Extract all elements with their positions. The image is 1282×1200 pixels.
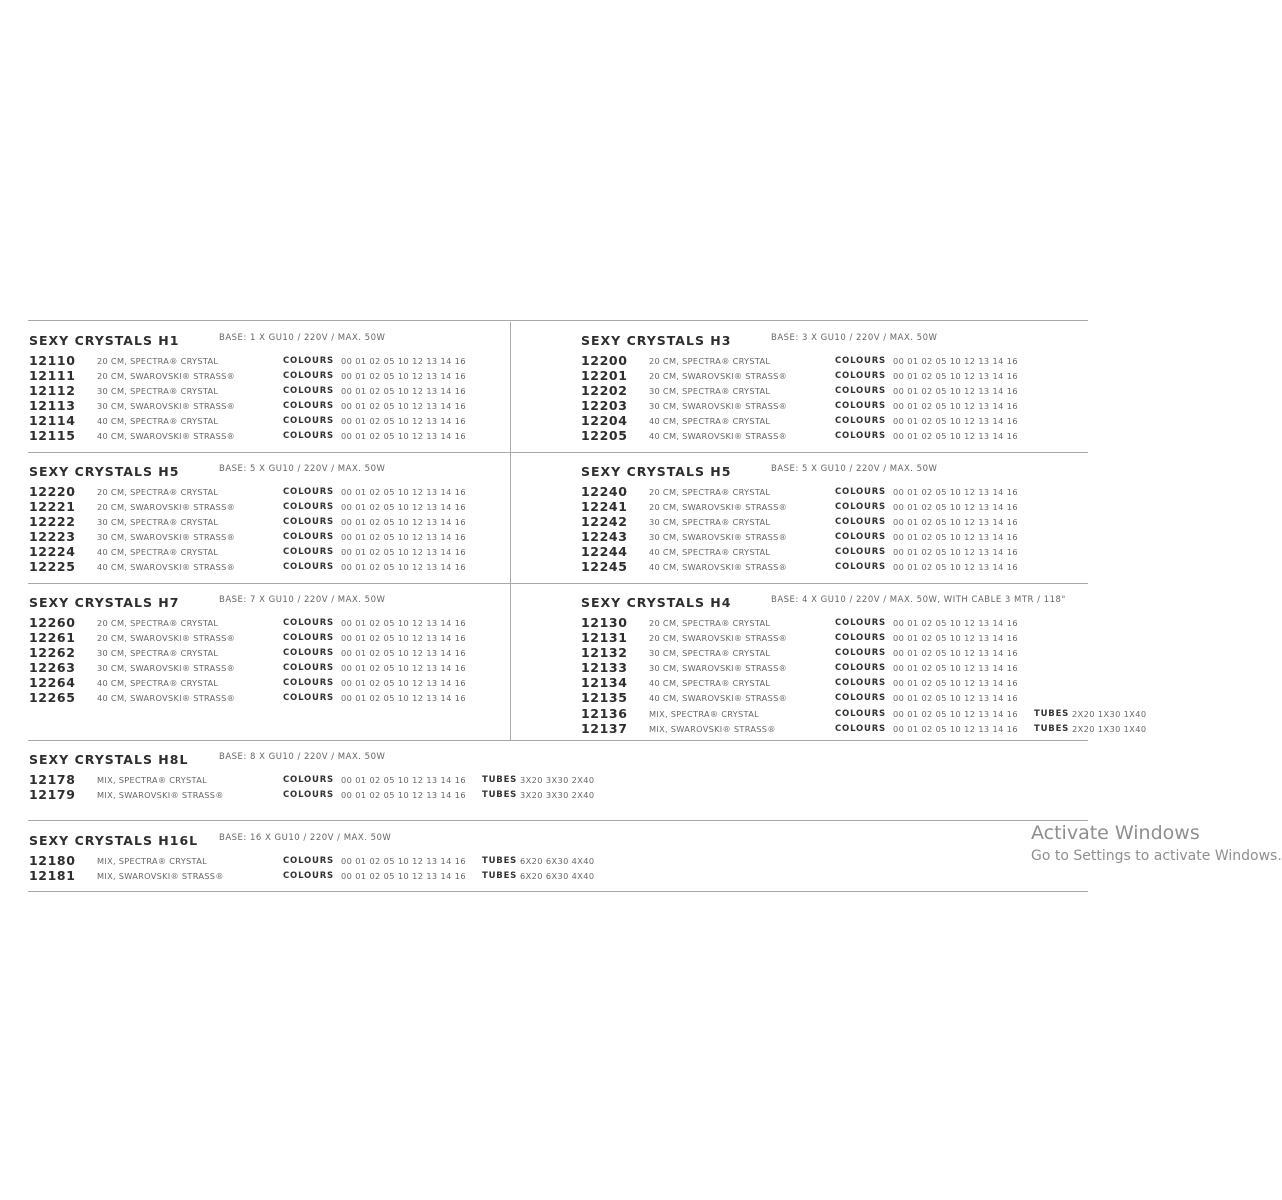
colours-label: COLOURS — [283, 547, 334, 558]
product-code: 12181 — [29, 868, 76, 884]
product-code: 12203 — [581, 398, 628, 414]
colour-codes: 00 01 02 05 10 12 13 14 16 — [893, 487, 1018, 497]
base-spec: BASE: 3 X GU10 / 220V / MAX. 50W — [771, 333, 938, 343]
product-code: 12243 — [581, 529, 628, 545]
product-code: 12179 — [29, 787, 76, 803]
product-code: 12136 — [581, 705, 628, 721]
colours-label: COLOURS — [283, 648, 334, 659]
product-description: 40 CM, SPECTRA® CRYSTAL — [649, 416, 771, 427]
colours-label: COLOURS — [835, 487, 886, 497]
tube-config: 6X20 6X30 4X40 — [520, 856, 595, 866]
group-title: SEXY CRYSTALS H3 — [581, 333, 732, 348]
colours-label: COLOURS — [283, 663, 334, 674]
rule-row-1 — [28, 452, 1088, 453]
product-description: 40 CM, SPECTRA® CRYSTAL — [649, 678, 771, 689]
colours-label: COLOURS — [283, 693, 334, 704]
colour-codes: 00 01 02 05 10 12 13 14 16 — [341, 856, 466, 866]
product-description: 20 CM, SPECTRA® CRYSTAL — [97, 487, 219, 497]
column-divider — [510, 322, 511, 740]
colours-label: COLOURS — [283, 775, 334, 785]
product-code: 12260 — [29, 615, 76, 630]
product-description: 20 CM, SPECTRA® CRYSTAL — [97, 356, 219, 366]
product-description: 20 CM, SWAROVSKI® STRASS® — [649, 371, 788, 382]
colour-codes: 00 01 02 05 10 12 13 14 16 — [893, 693, 1018, 704]
product-description: MIX, SPECTRA® CRYSTAL — [97, 856, 207, 866]
product-description: 30 CM, SPECTRA® CRYSTAL — [97, 517, 219, 528]
colours-label: COLOURS — [835, 502, 886, 513]
colour-codes: 00 01 02 05 10 12 13 14 16 — [341, 790, 466, 801]
colour-codes: 00 01 02 05 10 12 13 14 16 — [893, 618, 1018, 628]
colour-codes: 00 01 02 05 10 12 13 14 16 — [893, 416, 1018, 427]
group-header — [581, 592, 731, 611]
product-code: 12135 — [581, 690, 628, 706]
colour-codes: 00 01 02 05 10 12 13 14 16 — [893, 708, 1018, 719]
base-spec: BASE: 7 X GU10 / 220V / MAX. 50W — [219, 595, 386, 605]
product-code: 12222 — [29, 514, 76, 530]
colours-label: COLOURS — [835, 547, 886, 558]
colours-label: COLOURS — [283, 517, 334, 528]
colour-codes: 00 01 02 05 10 12 13 14 16 — [341, 648, 466, 659]
tube-config: 3X20 3X30 2X40 — [520, 790, 595, 801]
product-code: 12200 — [581, 353, 628, 368]
product-description: 20 CM, SWAROVSKI® STRASS® — [649, 502, 788, 513]
product-code: 12131 — [581, 630, 628, 646]
product-description: 40 CM, SWAROVSKI® STRASS® — [97, 693, 236, 704]
rule-row-4 — [28, 820, 1088, 821]
product-code: 12205 — [581, 428, 628, 444]
base-spec: BASE: 8 X GU10 / 220V / MAX. 50W — [219, 752, 386, 762]
colour-codes: 00 01 02 05 10 12 13 14 16 — [341, 618, 466, 628]
colours-label: COLOURS — [283, 618, 334, 628]
colour-codes: 00 01 02 05 10 12 13 14 16 — [341, 371, 466, 382]
colour-codes: 00 01 02 05 10 12 13 14 16 — [893, 723, 1018, 734]
product-code: 12132 — [581, 645, 628, 661]
product-description: 30 CM, SWAROVSKI® STRASS® — [649, 401, 788, 412]
tube-config: 3X20 3X30 2X40 — [520, 775, 595, 785]
colour-codes: 00 01 02 05 10 12 13 14 16 — [341, 562, 466, 573]
colours-label: COLOURS — [835, 401, 886, 412]
product-code: 12178 — [29, 772, 76, 787]
activate-windows-watermark — [1031, 822, 1282, 864]
product-code: 12202 — [581, 383, 628, 399]
colours-label: COLOURS — [835, 648, 886, 659]
colours-label: COLOURS — [835, 356, 886, 366]
colours-label: COLOURS — [835, 562, 886, 573]
product-code: 12245 — [581, 559, 628, 575]
colour-codes: 00 01 02 05 10 12 13 14 16 — [893, 633, 1018, 644]
colours-label: COLOURS — [835, 723, 886, 734]
product-description: 40 CM, SWAROVSKI® STRASS® — [649, 693, 788, 704]
colour-codes: 00 01 02 05 10 12 13 14 16 — [341, 532, 466, 543]
product-code: 12244 — [581, 544, 628, 560]
colour-codes: 00 01 02 05 10 12 13 14 16 — [893, 562, 1018, 573]
product-code: 12224 — [29, 544, 76, 560]
product-description: 40 CM, SWAROVSKI® STRASS® — [649, 431, 788, 442]
group-header — [581, 330, 731, 349]
tubes-label: TUBES — [482, 790, 518, 801]
product-code: 12130 — [581, 615, 628, 630]
colour-codes: 00 01 02 05 10 12 13 14 16 — [893, 532, 1018, 543]
tube-config: 2X20 1X30 1X40 — [1072, 723, 1147, 734]
product-description: 30 CM, SWAROVSKI® STRASS® — [97, 663, 236, 674]
tubes-label: TUBES — [482, 856, 518, 866]
colour-codes: 00 01 02 05 10 12 13 14 16 — [341, 416, 466, 427]
product-description: 30 CM, SWAROVSKI® STRASS® — [97, 532, 236, 543]
colour-codes: 00 01 02 05 10 12 13 14 16 — [893, 678, 1018, 689]
colours-label: COLOURS — [835, 633, 886, 644]
product-description: 30 CM, SWAROVSKI® STRASS® — [97, 401, 236, 412]
product-code: 12204 — [581, 413, 628, 429]
group-header — [29, 830, 198, 849]
colour-codes: 00 01 02 05 10 12 13 14 16 — [341, 547, 466, 558]
colours-label: COLOURS — [283, 431, 334, 442]
tubes-label: TUBES — [482, 871, 518, 882]
colour-codes: 00 01 02 05 10 12 13 14 16 — [893, 401, 1018, 412]
product-description: 40 CM, SPECTRA® CRYSTAL — [97, 678, 219, 689]
rule-top — [28, 320, 1088, 321]
product-description: 40 CM, SPECTRA® CRYSTAL — [97, 547, 219, 558]
watermark-subtitle: Go to Settings to activate Windows. — [1031, 848, 1282, 864]
product-code: 12112 — [29, 383, 76, 399]
colour-codes: 00 01 02 05 10 12 13 14 16 — [341, 871, 466, 882]
product-code: 12220 — [29, 484, 76, 499]
product-description: MIX, SPECTRA® CRYSTAL — [649, 708, 759, 719]
tubes-label: TUBES — [482, 775, 518, 785]
base-spec: BASE: 16 X GU10 / 220V / MAX. 50W — [219, 833, 392, 843]
colours-label: COLOURS — [283, 871, 334, 882]
group-title: SEXY CRYSTALS H4 — [581, 595, 732, 610]
colour-codes: 00 01 02 05 10 12 13 14 16 — [341, 633, 466, 644]
colours-label: COLOURS — [835, 517, 886, 528]
group-title: SEXY CRYSTALS H5 — [29, 464, 180, 479]
product-description: MIX, SWAROVSKI® STRASS® — [97, 790, 224, 801]
colours-label: COLOURS — [283, 401, 334, 412]
colour-codes: 00 01 02 05 10 12 13 14 16 — [893, 431, 1018, 442]
colours-label: COLOURS — [283, 416, 334, 427]
colours-label: COLOURS — [283, 562, 334, 573]
colour-codes: 00 01 02 05 10 12 13 14 16 — [893, 356, 1018, 366]
colours-label: COLOURS — [835, 663, 886, 674]
colour-codes: 00 01 02 05 10 12 13 14 16 — [341, 678, 466, 689]
colours-label: COLOURS — [835, 532, 886, 543]
group-header — [29, 461, 179, 480]
product-description: 30 CM, SPECTRA® CRYSTAL — [649, 517, 771, 528]
product-description: 20 CM, SPECTRA® CRYSTAL — [97, 618, 219, 628]
group-title: SEXY CRYSTALS H7 — [29, 595, 180, 610]
product-code: 12225 — [29, 559, 76, 575]
product-description: 30 CM, SPECTRA® CRYSTAL — [97, 648, 219, 659]
product-description: 40 CM, SWAROVSKI® STRASS® — [97, 562, 236, 573]
colours-label: COLOURS — [283, 633, 334, 644]
product-description: 20 CM, SWAROVSKI® STRASS® — [97, 633, 236, 644]
colour-codes: 00 01 02 05 10 12 13 14 16 — [893, 502, 1018, 513]
product-description: 40 CM, SWAROVSKI® STRASS® — [649, 562, 788, 573]
product-code: 12263 — [29, 660, 76, 676]
colour-codes: 00 01 02 05 10 12 13 14 16 — [341, 356, 466, 366]
product-code: 12111 — [29, 368, 76, 384]
base-spec: BASE: 1 X GU10 / 220V / MAX. 50W — [219, 333, 386, 343]
colour-codes: 00 01 02 05 10 12 13 14 16 — [341, 693, 466, 704]
group-header — [29, 749, 188, 768]
colours-label: COLOURS — [835, 416, 886, 427]
tube-config: 2X20 1X30 1X40 — [1072, 708, 1147, 719]
product-code: 12261 — [29, 630, 76, 646]
colour-codes: 00 01 02 05 10 12 13 14 16 — [893, 386, 1018, 397]
product-description: 30 CM, SPECTRA® CRYSTAL — [649, 386, 771, 397]
product-description: 40 CM, SPECTRA® CRYSTAL — [97, 416, 219, 427]
colours-label: COLOURS — [283, 532, 334, 543]
colours-label: COLOURS — [835, 386, 886, 397]
product-code: 12114 — [29, 413, 76, 429]
product-description: 20 CM, SPECTRA® CRYSTAL — [649, 487, 771, 497]
product-code: 12221 — [29, 499, 76, 515]
rule-row-3 — [28, 740, 1088, 741]
tubes-label: TUBES — [1034, 723, 1070, 734]
colours-label: COLOURS — [283, 386, 334, 397]
rule-row-2 — [28, 583, 1088, 584]
colour-codes: 00 01 02 05 10 12 13 14 16 — [341, 401, 466, 412]
colour-codes: 00 01 02 05 10 12 13 14 16 — [341, 502, 466, 513]
product-code: 12201 — [581, 368, 628, 384]
product-description: 40 CM, SPECTRA® CRYSTAL — [649, 547, 771, 558]
product-code: 12240 — [581, 484, 628, 499]
watermark-title: Activate Windows — [1031, 822, 1200, 844]
product-description: 30 CM, SWAROVSKI® STRASS® — [649, 532, 788, 543]
product-code: 12110 — [29, 353, 76, 368]
product-description: 40 CM, SWAROVSKI® STRASS® — [97, 431, 236, 442]
colour-codes: 00 01 02 05 10 12 13 14 16 — [341, 386, 466, 397]
group-title: SEXY CRYSTALS H1 — [29, 333, 180, 348]
colour-codes: 00 01 02 05 10 12 13 14 16 — [893, 663, 1018, 674]
product-code: 12180 — [29, 853, 76, 868]
product-description: MIX, SWAROVSKI® STRASS® — [97, 871, 224, 882]
colours-label: COLOURS — [835, 693, 886, 704]
product-description: MIX, SWAROVSKI® STRASS® — [649, 723, 776, 734]
colours-label: COLOURS — [835, 371, 886, 382]
group-title: SEXY CRYSTALS H5 — [581, 464, 732, 479]
product-code: 12262 — [29, 645, 76, 661]
rule-bottom — [28, 891, 1088, 892]
colour-codes: 00 01 02 05 10 12 13 14 16 — [341, 517, 466, 528]
colour-codes: 00 01 02 05 10 12 13 14 16 — [341, 775, 466, 785]
tube-config: 6X20 6X30 4X40 — [520, 871, 595, 882]
base-spec: BASE: 5 X GU10 / 220V / MAX. 50W — [771, 464, 938, 474]
product-description: 20 CM, SPECTRA® CRYSTAL — [649, 356, 771, 366]
colours-label: COLOURS — [283, 856, 334, 866]
group-header — [29, 330, 179, 349]
colours-label: COLOURS — [283, 487, 334, 497]
product-description: 20 CM, SWAROVSKI® STRASS® — [97, 371, 236, 382]
product-code: 12242 — [581, 514, 628, 530]
group-title: SEXY CRYSTALS H8L — [29, 752, 189, 767]
colour-codes: 00 01 02 05 10 12 13 14 16 — [893, 371, 1018, 382]
group-header — [29, 592, 179, 611]
group-header — [581, 461, 731, 480]
colour-codes: 00 01 02 05 10 12 13 14 16 — [341, 663, 466, 674]
tubes-label: TUBES — [1034, 708, 1070, 719]
group-title: SEXY CRYSTALS H16L — [29, 833, 199, 848]
colours-label: COLOURS — [283, 790, 334, 801]
product-code: 12133 — [581, 660, 628, 676]
colour-codes: 00 01 02 05 10 12 13 14 16 — [341, 487, 466, 497]
product-code: 12223 — [29, 529, 76, 545]
product-description: 20 CM, SWAROVSKI® STRASS® — [97, 502, 236, 513]
product-description: 30 CM, SPECTRA® CRYSTAL — [649, 648, 771, 659]
base-spec: BASE: 4 X GU10 / 220V / MAX. 50W, WITH CABLE 3 MTR / 118" — [771, 595, 1066, 605]
colours-label: COLOURS — [835, 618, 886, 628]
colour-codes: 00 01 02 05 10 12 13 14 16 — [893, 517, 1018, 528]
product-code: 12113 — [29, 398, 76, 414]
colour-codes: 00 01 02 05 10 12 13 14 16 — [893, 547, 1018, 558]
product-description: 20 CM, SWAROVSKI® STRASS® — [649, 633, 788, 644]
product-code: 12134 — [581, 675, 628, 691]
product-description: MIX, SPECTRA® CRYSTAL — [97, 775, 207, 785]
product-description: 30 CM, SWAROVSKI® STRASS® — [649, 663, 788, 674]
product-code: 12265 — [29, 690, 76, 706]
colours-label: COLOURS — [283, 678, 334, 689]
colours-label: COLOURS — [835, 678, 886, 689]
product-code: 12264 — [29, 675, 76, 691]
colours-label: COLOURS — [835, 431, 886, 442]
colours-label: COLOURS — [283, 371, 334, 382]
colours-label: COLOURS — [283, 356, 334, 366]
product-code: 12137 — [581, 720, 628, 736]
product-description: 20 CM, SPECTRA® CRYSTAL — [649, 618, 771, 628]
product-code: 12241 — [581, 499, 628, 515]
base-spec: BASE: 5 X GU10 / 220V / MAX. 50W — [219, 464, 386, 474]
product-code: 12115 — [29, 428, 76, 444]
colour-codes: 00 01 02 05 10 12 13 14 16 — [893, 648, 1018, 659]
product-description: 30 CM, SPECTRA® CRYSTAL — [97, 386, 219, 397]
colours-label: COLOURS — [283, 502, 334, 513]
colour-codes: 00 01 02 05 10 12 13 14 16 — [341, 431, 466, 442]
colours-label: COLOURS — [835, 708, 886, 719]
